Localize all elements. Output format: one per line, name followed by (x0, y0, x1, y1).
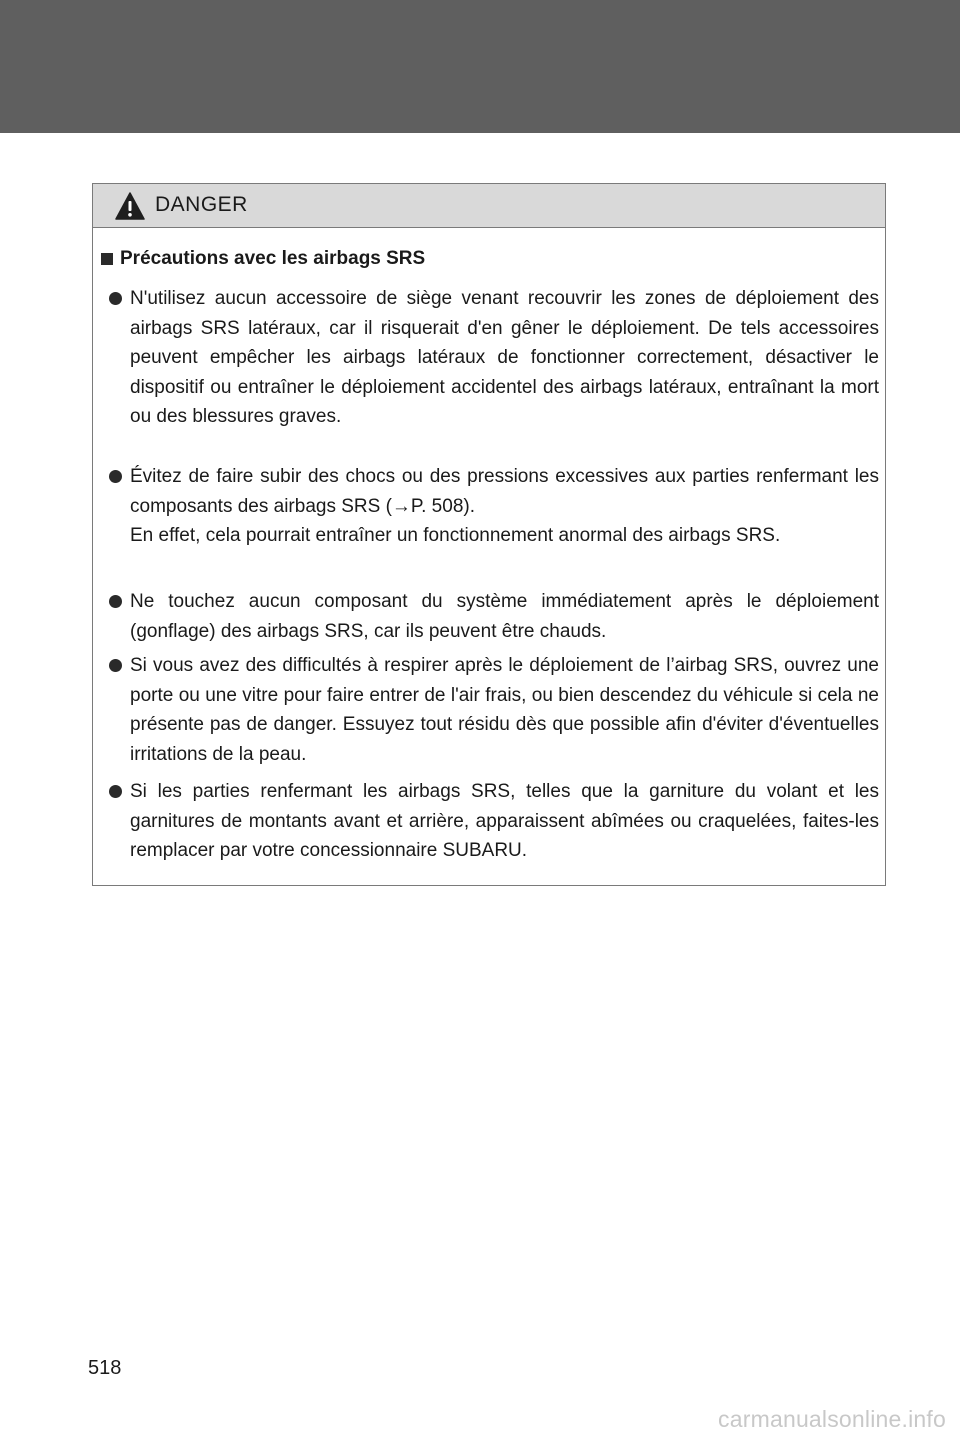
item-paragraph: Ne touchez aucun composant du système immédiatement après le déploiement (gonflage) des airbags SRS, car ils peuvent être chauds. (130, 591, 879, 642)
square-bullet-icon (101, 253, 113, 265)
bullet-icon (109, 659, 122, 672)
list-item (109, 284, 879, 432)
danger-title: DANGER (155, 193, 248, 216)
item-paragraph: N'utilisez aucun accessoire de siège venant recouvrir les zones de déploiement des airbags SRS latéraux, car il risquerait d'en gêner le déploiement. De tels accessoires peuvent empêcher les airbags latéraux de fonctionner correctement, désactiver le dispositif ou entraîner le déploiement accidentel des airbags latéraux, entraînant la mort ou des blessures graves. (130, 288, 879, 427)
list-item (109, 587, 879, 646)
bullet-icon (109, 595, 122, 608)
bullet-icon (109, 292, 122, 305)
danger-header (93, 184, 885, 228)
danger-box (92, 183, 886, 886)
item-paragraph: En effet, cela pourrait entraîner un fonctionnement anormal des airbags SRS. (130, 525, 781, 546)
bullet-icon (109, 470, 122, 483)
item-paragraph: Si les parties renfermant les airbags SRS, telles que la garniture du volant et les garnitures de montants avant et arrière, apparaissent abîmées ou craquelées, faites-les remplacer par votre concessionnaire SUBARU. (130, 781, 879, 861)
top-band (0, 0, 960, 133)
list-item (109, 462, 879, 551)
watermark: carmanualsonline.info (718, 1406, 946, 1432)
warning-triangle-icon (115, 192, 145, 220)
list-item (109, 651, 879, 769)
list-item (109, 777, 879, 866)
item-paragraph: Évitez de faire subir des chocs ou des pressions excessives aux parties renfermant les composants des airbags SRS (→P. 508). (130, 466, 879, 517)
bullet-icon (109, 785, 122, 798)
page-number: 518 (88, 1357, 122, 1379)
item-paragraph: Si vous avez des difficultés à respirer après le déploiement de l’airbag SRS, ouvrez une porte ou une vitre pour faire entrer de l'air frais, ou bien descendez du véhicule si cela ne présente pas de danger. Essuyez tout résidu dès que possible afin d'éviter d'éventuelles irritations de la peau. (130, 655, 879, 765)
section-heading (101, 248, 425, 270)
section-heading-text: Précautions avec les airbags SRS (120, 248, 426, 269)
